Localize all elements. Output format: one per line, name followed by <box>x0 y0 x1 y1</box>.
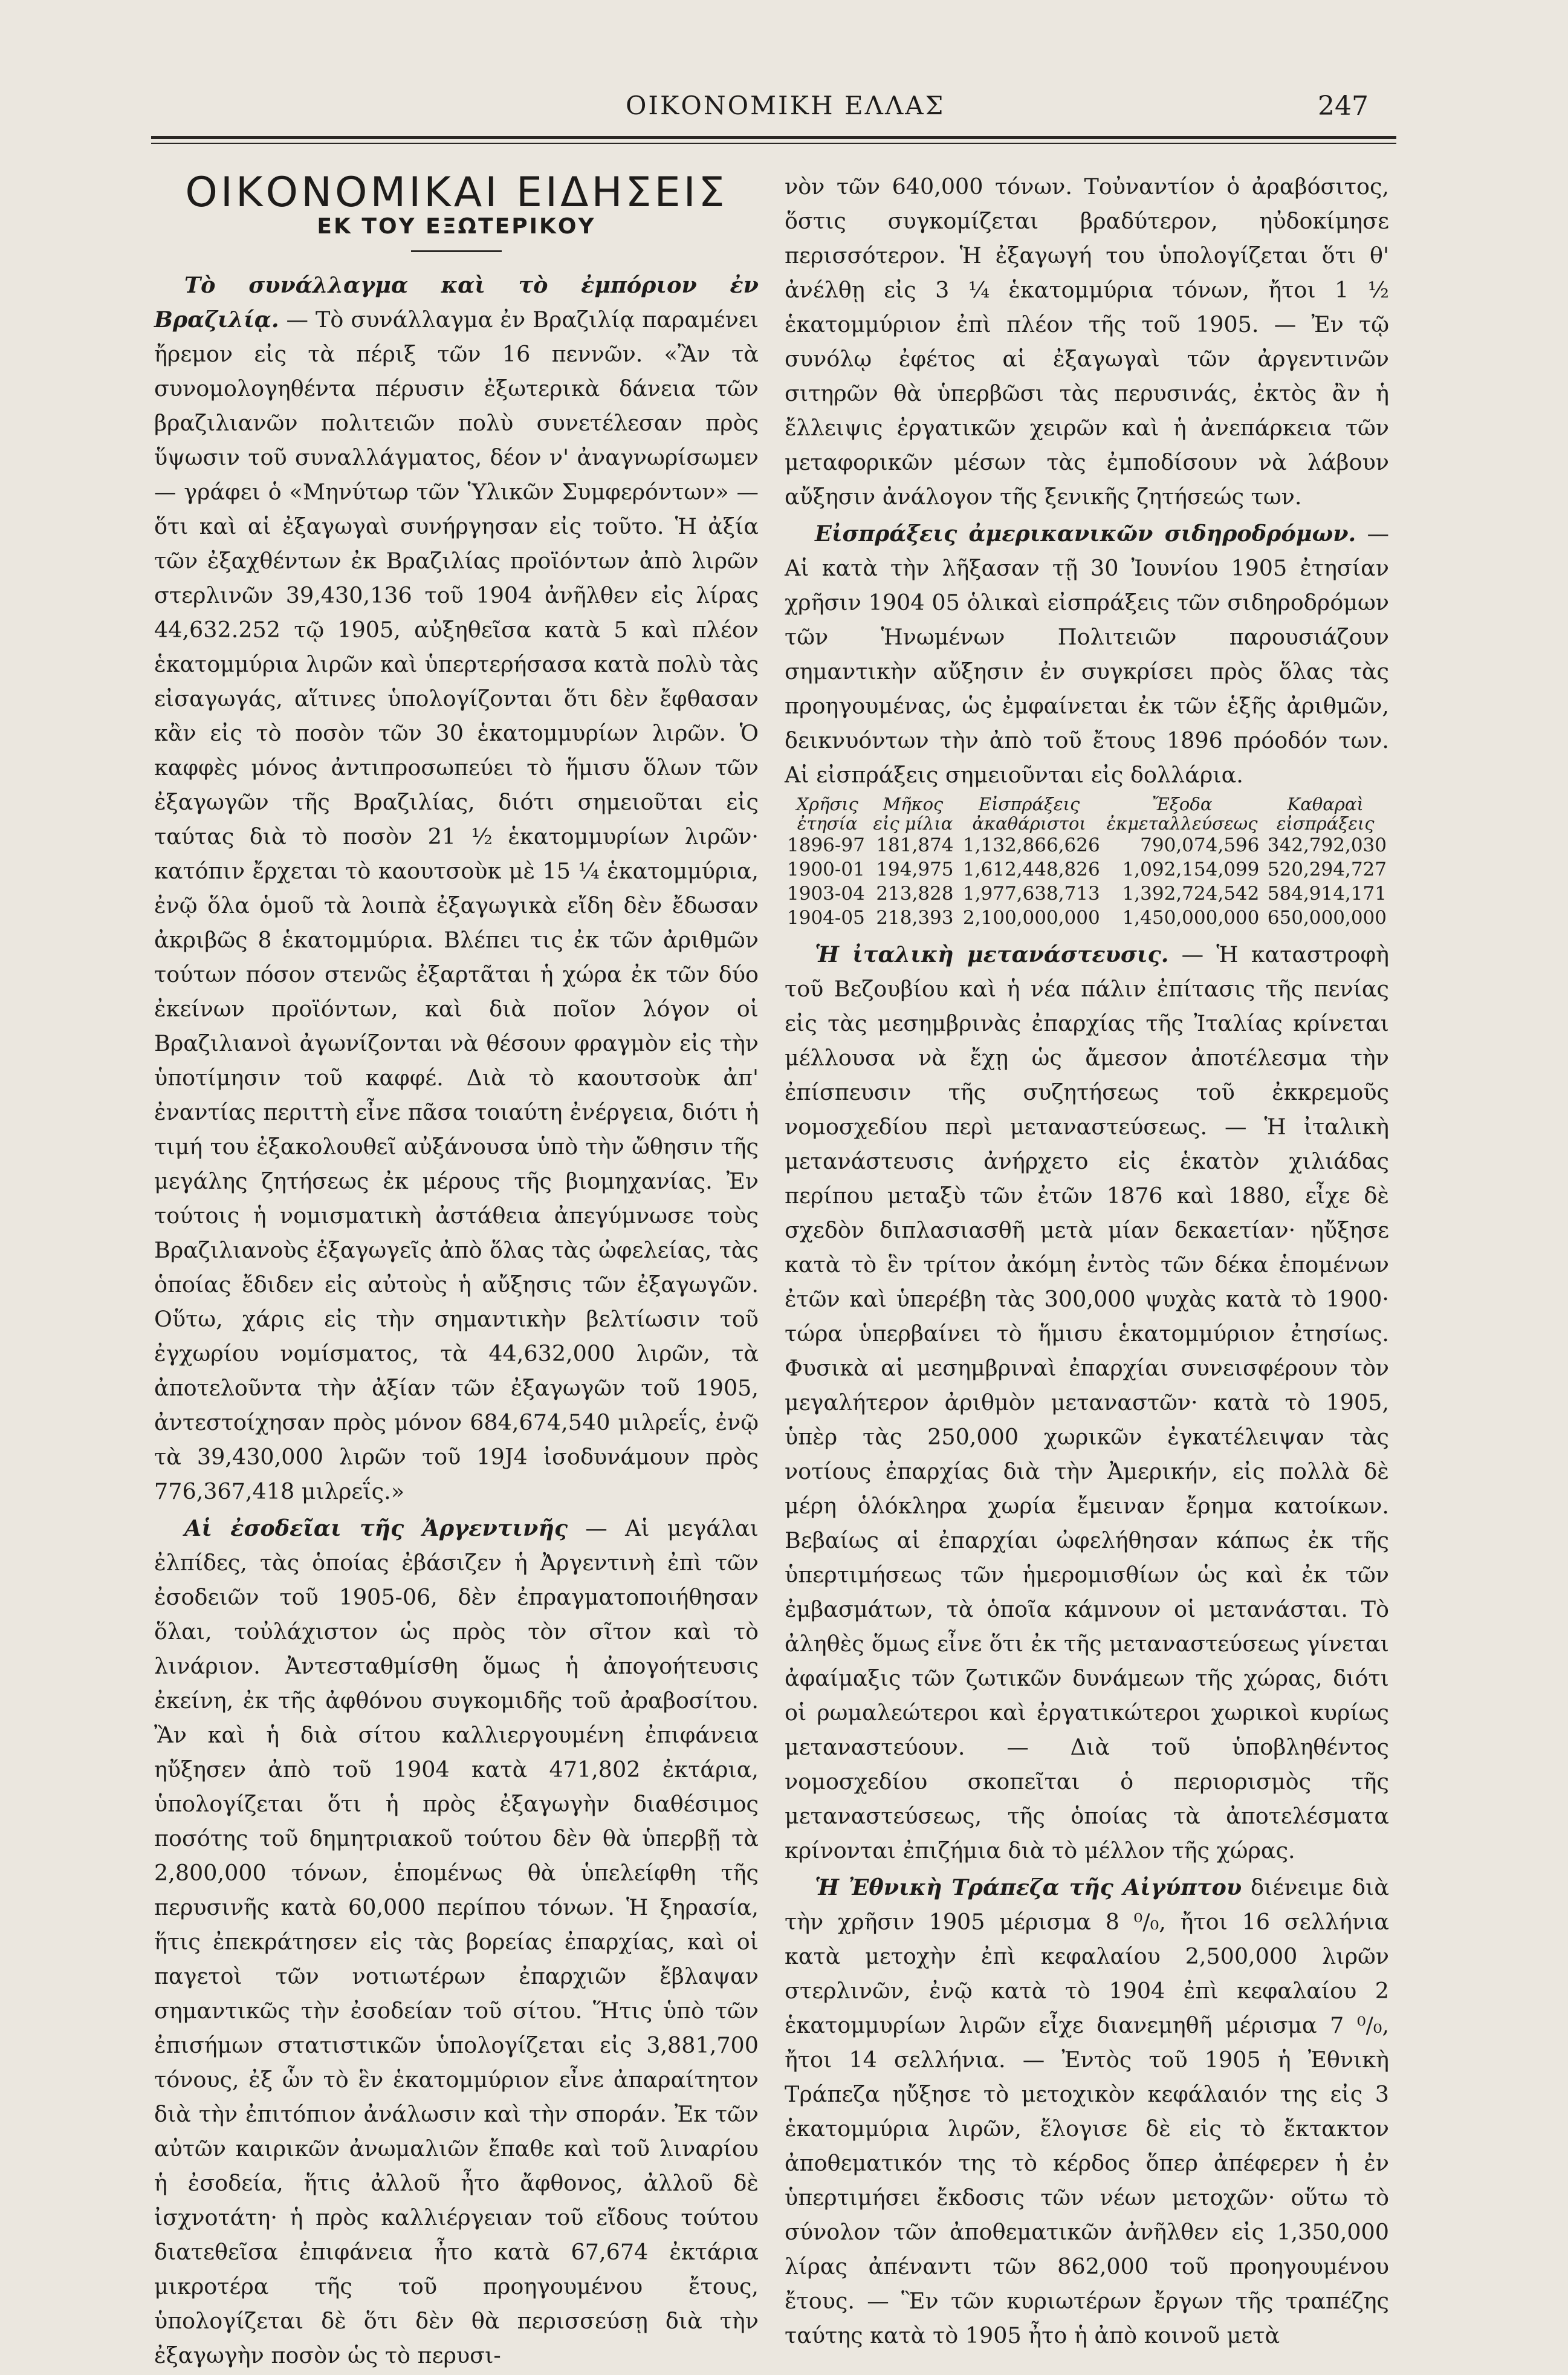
article-title-italy: Ἡ ἰταλικὴ μετανάστευσις. <box>815 941 1169 967</box>
table-cell: 1,132,866,626 <box>962 834 1100 856</box>
table-row <box>785 833 1389 857</box>
article-italy <box>785 937 1389 1868</box>
table-cell: 1,450,000,000 <box>1122 907 1260 929</box>
table-cell: 790,074,596 <box>1140 834 1260 856</box>
header-rule-thin <box>151 143 1396 144</box>
table-row <box>785 857 1389 882</box>
article-title-railways: Εἰσπράξεις ἀμερικανικῶν σιδηροδρόμων. <box>815 521 1356 547</box>
article-argentina <box>154 1511 759 2373</box>
table-header-row <box>785 794 1389 833</box>
header-rule <box>151 136 1396 139</box>
table-cell: 218,393 <box>876 907 954 929</box>
table-cell: 1900-01 <box>787 859 865 880</box>
table-header-cell: Εἰσπράξεις ἀκαθάριστοι <box>972 794 1086 834</box>
right-column <box>785 169 1389 2355</box>
table-cell: 1,392,724,542 <box>1122 883 1260 905</box>
table-header-cell: Μῆκος εἰς μίλια <box>873 794 953 834</box>
article-argentina-continued <box>785 169 1389 514</box>
article-body-argentina-part2: νὸν τῶν 640,000 τόνων. Τοὐναντίον ὁ ἀραβόσιτος, ὅστις συγκομίζεται βραδύτερον, ηὐδοκίμησε περισσότερον. Ἡ ἐξαγωγή του ὑπολογίζεται ὅτι θ' ἀνέλθῃ εἰς 3 ¼ ἑκατομμύρια τόνων, ἤτοι 1 ½ ἑκατομμύριον ἐπὶ πλέον τῆς τοῦ 1905. — Ἐν τῷ συνόλῳ ἐφέτος αἱ ἐξαγωγαὶ τῶν ἀργεντινῶν σιτηρῶν θὰ ὑπερβῶσι τὰς περυσινάς, ἐκτὸς ἂν ἡ ἔλλειψις ἐργατικῶν χειρῶν καὶ ἡ ἀνεπάρκεια τῶν μεταφορικῶν μέσων τὰς ἐμποδίσουν νὰ λάβουν αὔξησιν ἀνάλογον τῆς ξενικῆς ζητήσεώς των. <box>785 174 1389 510</box>
table-cell: 213,828 <box>876 883 954 905</box>
table-cell: 520,294,727 <box>1267 859 1387 880</box>
table-header-cell: Ἔξοδα ἐκμεταλλεύσεως <box>1106 794 1258 834</box>
table-cell: 650,000,000 <box>1267 907 1387 929</box>
article-body-argentina-part1: — Αἱ μεγάλαι ἐλπίδες, τὰς ὁποίας ἐβάσιζεν ἡ Ἀργεντινὴ ἐπὶ τῶν ἐσοδειῶν τοῦ 1905-06, δὲν ἐπραγματοποιήθησαν ὅλαι, τοὐλάχιστον ὡς πρὸς τὸν σῖτον καὶ τὸ λινάριον. Ἀντεσταθμίσθη ὅμως ἡ ἀπογοήτευσις ἐκείνη, ἐκ τῆς ἀφθόνου συγκομιδῆς τοῦ ἀραβοσίτου. Ἂν καὶ ἡ διὰ σίτου καλλιεργουμένη ἐπιφάνεια ηὔξησεν ἀπὸ τοῦ 1904 κατὰ 471,802 ἐκτάρια, ὑπολογίζεται ὅτι ἡ πρὸς ἐξαγωγὴν διαθέσιμος ποσότης τοῦ δημητριακοῦ τούτου δὲν θὰ ὑπερβῇ τὰ 2,800,000 τόνων, ἑπομένως θὰ ὑπελείφθη τῆς περυσινῆς κατὰ 60,000 περίπου τόνων. Ἡ ξηρασία, ἥτις ἐπεκράτησεν εἰς τὰς βορείας ἐπαρχίας, καὶ οἱ παγετοὶ τῶν νοτιωτέρων ἐπαρχιῶν ἔβλαψαν σημαντικῶς τὴν ἐσοδείαν τοῦ σίτου. Ἥτις ὑπὸ τῶν ἐπισήμων στατιστικῶν ὑπολογίζεται εἰς 3,881,700 τόνους, ἐξ ὧν τὸ ἓν ἑκατομμύριον εἶνε ἀπαραίτητον διὰ τὴν ἐπιτόπιον ἀνάλωσιν καὶ τὴν σποράν. Ἐκ τῶν αὐτῶν καιρικῶν ἀνωμαλιῶν ἔπαθε καὶ τοῦ λιναρίου ἡ ἐσοδεία, ἥτις ἀλλοῦ ἦτο ἄφθονος, ἀλλοῦ δὲ ἰσχνοτάτη· ἡ πρὸς καλλιέργειαν τοῦ εἴδους τούτου διατεθεῖσα ἐπιφάνεια ἦτο κατὰ 67,674 ἐκτάρια μικροτέρα τῆς τοῦ προηγουμένου ἔτους, ὑπολογίζεται δὲ ὅτι δὲν θὰ περισσεύσῃ διὰ τὴν ἐξαγωγὴν ποσὸν ὡς τὸ περυσι- <box>154 1515 759 2368</box>
railway-revenue-table <box>785 794 1389 930</box>
article-brazil <box>154 268 759 1509</box>
section-subheading: ΕΚ ΤΟΥ ΕΞΩΤΕΡΙΚΟΥ <box>317 214 596 239</box>
article-body-brazil: — Τὸ συνάλλαγμα ἐν Βραζιλίᾳ παραμένει ἤρεμον εἰς τὰ πέριξ τῶν 16 πεννῶν. «Ἂν τὰ συνομολογηθέντα πέρυσιν ἐξωτερικὰ δάνεια τῶν βραζιλιανῶν πολιτειῶν πολὺ συνετέλεσαν πρὸς ὕψωσιν τοῦ συναλλάγματος, δέον ν' ἀναγνωρίσωμεν — γράφει ὁ «Μηνύτωρ τῶν Ὑλικῶν Συμφερόντων» — ὅτι καὶ αἱ ἐξαγωγαὶ συνήργησαν εἰς τοῦτο. Ἡ ἀξία τῶν ἐξαχθέντων ἐκ Βραζιλίας προϊόντων ἀπὸ λιρῶν στερλινῶν 39,430,136 τοῦ 1904 ἀνῆλθεν εἰς λίρας 44,632.252 τῷ 1905, αὐξηθεῖσα κατὰ 5 καὶ πλέον ἑκατομμύρια λιρῶν καὶ ὑπερτερήσασα κατὰ πολὺ τὰς εἰσαγωγάς, αἵτινες ὑπολογίζονται ὅτι δὲν ἔφθασαν κἂν εἰς τὸ ποσὸν τῶν 30 ἑκατομμυρίων λιρῶν. Ὁ καφφὲς μόνος ἀντιπροσωπεύει τὸ ἥμισυ ὅλων τῶν ἐξαγωγῶν τῆς Βραζιλίας, διότι σημειοῦται εἰς ταύτας διὰ τὸ ποσὸν 21 ½ ἑκατομμυρίων λιρῶν· κατόπιν ἔρχεται τὸ καουτσοὺκ μὲ 15 ¼ ἑκατομμύρια, ἐνῷ ὅλα ὁμοῦ τὰ λοιπὰ ἐξαγωγικὰ εἴδη δὲν ἔδωσαν ἀκριβῶς 8 ἑκατομμύρια. Βλέπει τις ἐκ τῶν ἀριθμῶν τούτων πόσον στενῶς ἐξαρτᾶται ἡ χώρα ἐκ τῶν δύο ἐκείνων προϊόντων, καὶ διὰ ποῖον λόγον οἱ Βραζιλιανοὶ ἀγωνίζονται νὰ θέσουν φραγμὸν εἰς τὴν ὑποτίμησιν τοῦ καφφέ. Διὰ τὸ καουτσοὺκ ἀπ' ἐναντίας περιττὴ εἶνε πᾶσα τοιαύτη ἐνέργεια, διότι ἡ τιμή του ἐξακολουθεῖ αὐξάνουσα ὑπὸ τὴν ὤθησιν τῆς μεγάλης ζητήσεως ἐκ μέρους τῆς βιομηχανίας. Ἐν τούτοις ἡ νομισματικὴ ἀστάθεια ἀπεγύμνωσε τοὺς Βραζιλιανοὺς ἐξαγωγεῖς ἀπὸ ὅλας τὰς ὠφελείας, τὰς ὁποίας ἔδιδεν εἰς αὐτοὺς ἡ αὔξησις τῶν ἐξαγωγῶν. Οὕτω, χάρις εἰς τὴν σημαντικὴν βελτίωσιν τοῦ ἐγχωρίου νομίσματος, τὰ 44,632,000 λιρῶν, τὰ ἀποτελοῦντα τὴν ἀξίαν τῶν ἐξαγωγῶν τοῦ 1905, ἀντεστοίχησαν πρὸς μόνον 684,674,540 μιλρεΐς, ἐνῷ τὰ 39,430,000 λιρῶν τοῦ 19J4 ἰσοδυνάμουν πρὸς 776,367,418 μιλρεΐς.» <box>154 307 759 1504</box>
running-title: ΟΙΚΟΝΟΜΙΚΗ ΕΛΛΑΣ <box>626 91 945 120</box>
article-title-brazil: Τὸ συνάλλαγμα καὶ τὸ ἐμπόριον ἐν Βραζιλίᾳ. <box>154 272 759 333</box>
table-cell: 1904-05 <box>787 907 865 929</box>
table-cell: 194,975 <box>876 859 954 880</box>
section-heading: ΟΙΚΟΝΟΜΙΚΑΙ ΕΙΔΗΣΕΙΣ <box>185 169 728 216</box>
table-cell: 584,914,171 <box>1267 883 1387 905</box>
article-egypt <box>785 1870 1389 2353</box>
heading-divider <box>411 250 502 252</box>
table-cell: 1903-04 <box>787 883 865 905</box>
article-body-railways: — Αἱ κατὰ τὴν λῆξασαν τῇ 30 Ἰουνίου 1905 ἐτησίαν χρῆσιν 1904 05 ὁλικαὶ εἰσπράξεις τῶν σιδηροδρόμων τῶν Ἡνωμένων Πολιτειῶν παρουσιάζουν σημαντικὴν αὔξησιν ἐν συγκρίσει πρὸς ὅλας τὰς προηγουμένας, ὡς ἐμφαίνεται ἐκ τῶν ἑξῆς ἀριθμῶν, δεικνυόντων τὴν ἀπὸ τοῦ ἔτους 1896 πρόοδόν των. Αἱ εἰσπράξεις σημειοῦνται εἰς δολλάρια. <box>785 521 1389 788</box>
left-column <box>154 169 759 2375</box>
table-header-cell: Χρῆσις ἐτησία <box>796 794 858 834</box>
table-cell: 1,092,154,099 <box>1122 859 1260 880</box>
article-title-egypt: Ἡ Ἐθνικὴ Τράπεζα τῆς Αἰγύπτου <box>815 1874 1242 1900</box>
table-cell: 1,977,638,713 <box>962 883 1100 905</box>
table-cell: 1,612,448,826 <box>962 859 1100 880</box>
table-cell: 2,100,000,000 <box>962 907 1100 929</box>
table-row <box>785 882 1389 906</box>
article-title-argentina: Αἱ ἐσοδεῖαι τῆς Ἀργεντινῆς <box>184 1515 568 1541</box>
article-railways <box>785 516 1389 792</box>
article-body-italy: — Ἡ καταστροφὴ τοῦ Βεζουβίου καὶ ἡ νέα πάλιν ἐπίτασις τῆς πενίας εἰς τὰς μεσημβρινὰς ἐπαρχίας τῆς Ἰταλίας κρίνεται μέλλουσα νὰ ἔχῃ ὡς ἄμεσον ἀποτέλεσμα τὴν ἐπίσπευσιν τῆς συζητήσεως τοῦ ἐκκρεμοῦς νομοσχεδίου περὶ μεταναστεύσεως. — Ἡ ἰταλικὴ μετανάστευσις ἀνήρχετο εἰς ἑκατὸν χιλιάδας περίπου μεταξὺ τῶν ἐτῶν 1876 καὶ 1880, εἶχε δὲ σχεδὸν διπλασιασθῆ μετὰ μίαν δεκαετίαν· ηὔξησε κατὰ τὸ ἓν τρίτον ἀκόμη ἐντὸς τῶν δέκα ἑπομένων ἐτῶν καὶ ὑπερέβη τὰς 300,000 ψυχὰς κατὰ τὸ 1900· τώρα ὑπερβαίνει τὸ ἥμισυ ἑκατομμύριον ἐτησίως. Φυσικὰ αἱ μεσημβριναὶ ἐπαρχίαι συνεισφέρουν τὸν μεγαλήτερον ἀριθμὸν μεταναστῶν· κατὰ τὸ 1905, ὑπὲρ τὰς 250,000 χωρικῶν ἐγκατέλειψαν τὰς νοτίους ἐπαρχίας διὰ τὴν Ἀμερικήν, εἰς πολλὰ δὲ μέρη ὁλόκληρα χωρία ἔμειναν ἔρημα κατοίκων. Βεβαίως αἱ ἐπαρχίαι ὠφελήθησαν κάπως ἐκ τῆς ὑπερτιμήσεως τῶν ἡμερομισθίων ὡς καὶ ἐκ τῶν ἐμβασμάτων, τὰ ὁποῖα κάμνουν οἱ μετανάσται. Τὸ ἀληθὲς ὅμως εἶνε ὅτι ἐκ τῆς μεταναστεύσεως γίνεται ἀφαίμαξις τῶν ζωτικῶν δυνάμεων τῆς χώρας, διότι οἱ ρωμαλεώτεροι καὶ ἐργατικώτεροι χωρικοὶ κυρίως μεταναστεύουν. — Διὰ τοῦ ὑποβληθέντος νομοσχεδίου σκοπεῖται ὁ περιορισμὸς τῆς μεταναστεύσεως, τῆς ὁποίας τὰ ἀποτελέσματα κρίνονται ἐπιζήμια διὰ τὸ μέλλον τῆς χώρας. <box>785 941 1389 1863</box>
table-header-cell: Καθαραὶ εἰσπράξεις <box>1276 794 1375 834</box>
table-cell: 181,874 <box>876 834 954 856</box>
article-body-egypt: διένειμε διὰ τὴν χρῆσιν 1905 μέρισμα 8 ⁰/₀, ἤτοι 16 σελλήνια κατὰ μετοχὴν ἐπὶ κεφαλαίου 2,500,000 λιρῶν στερλινῶν, ἐνῷ κατὰ τὸ 1904 ἐπὶ κεφαλαίου 2 ἑκατομμυρίων λιρῶν εἶχε διανεμηθῆ μέρισμα 7 ⁰/₀, ἤτοι 14 σελλήνια. — Ἐντὸς τοῦ 1905 ἡ Ἐθνικὴ Τράπεζα ηὔξησε τὸ μετοχικὸν κεφάλαιόν της εἰς 3 ἑκατομμύρια λιρῶν, ἔλογισε δὲ εἰς τὸ ἔκτακτον ἀποθεματικόν της τὸ κέρδος ὅπερ ἀπέφερεν ἡ ἐν ὑπερτιμήσει ἔκδοσις τῶν νέων μετοχῶν· οὕτω τὸ σύνολον τῶν ἀποθεματικῶν ἀνῆλθεν εἰς 1,350,000 λίρας ἀπέναντι τῶν 862,000 τοῦ προηγουμένου ἔτους. — Ἓν τῶν κυριωτέρων ἔργων τῆς τραπέζης ταύτης κατὰ τὸ 1905 ἦτο ἡ ἀπὸ κοινοῦ μετὰ <box>785 1874 1389 2348</box>
table-cell: 1896-97 <box>787 834 865 856</box>
table-row <box>785 906 1389 930</box>
page-number: 247 <box>1318 91 1369 122</box>
table-cell: 342,792,030 <box>1267 834 1387 856</box>
